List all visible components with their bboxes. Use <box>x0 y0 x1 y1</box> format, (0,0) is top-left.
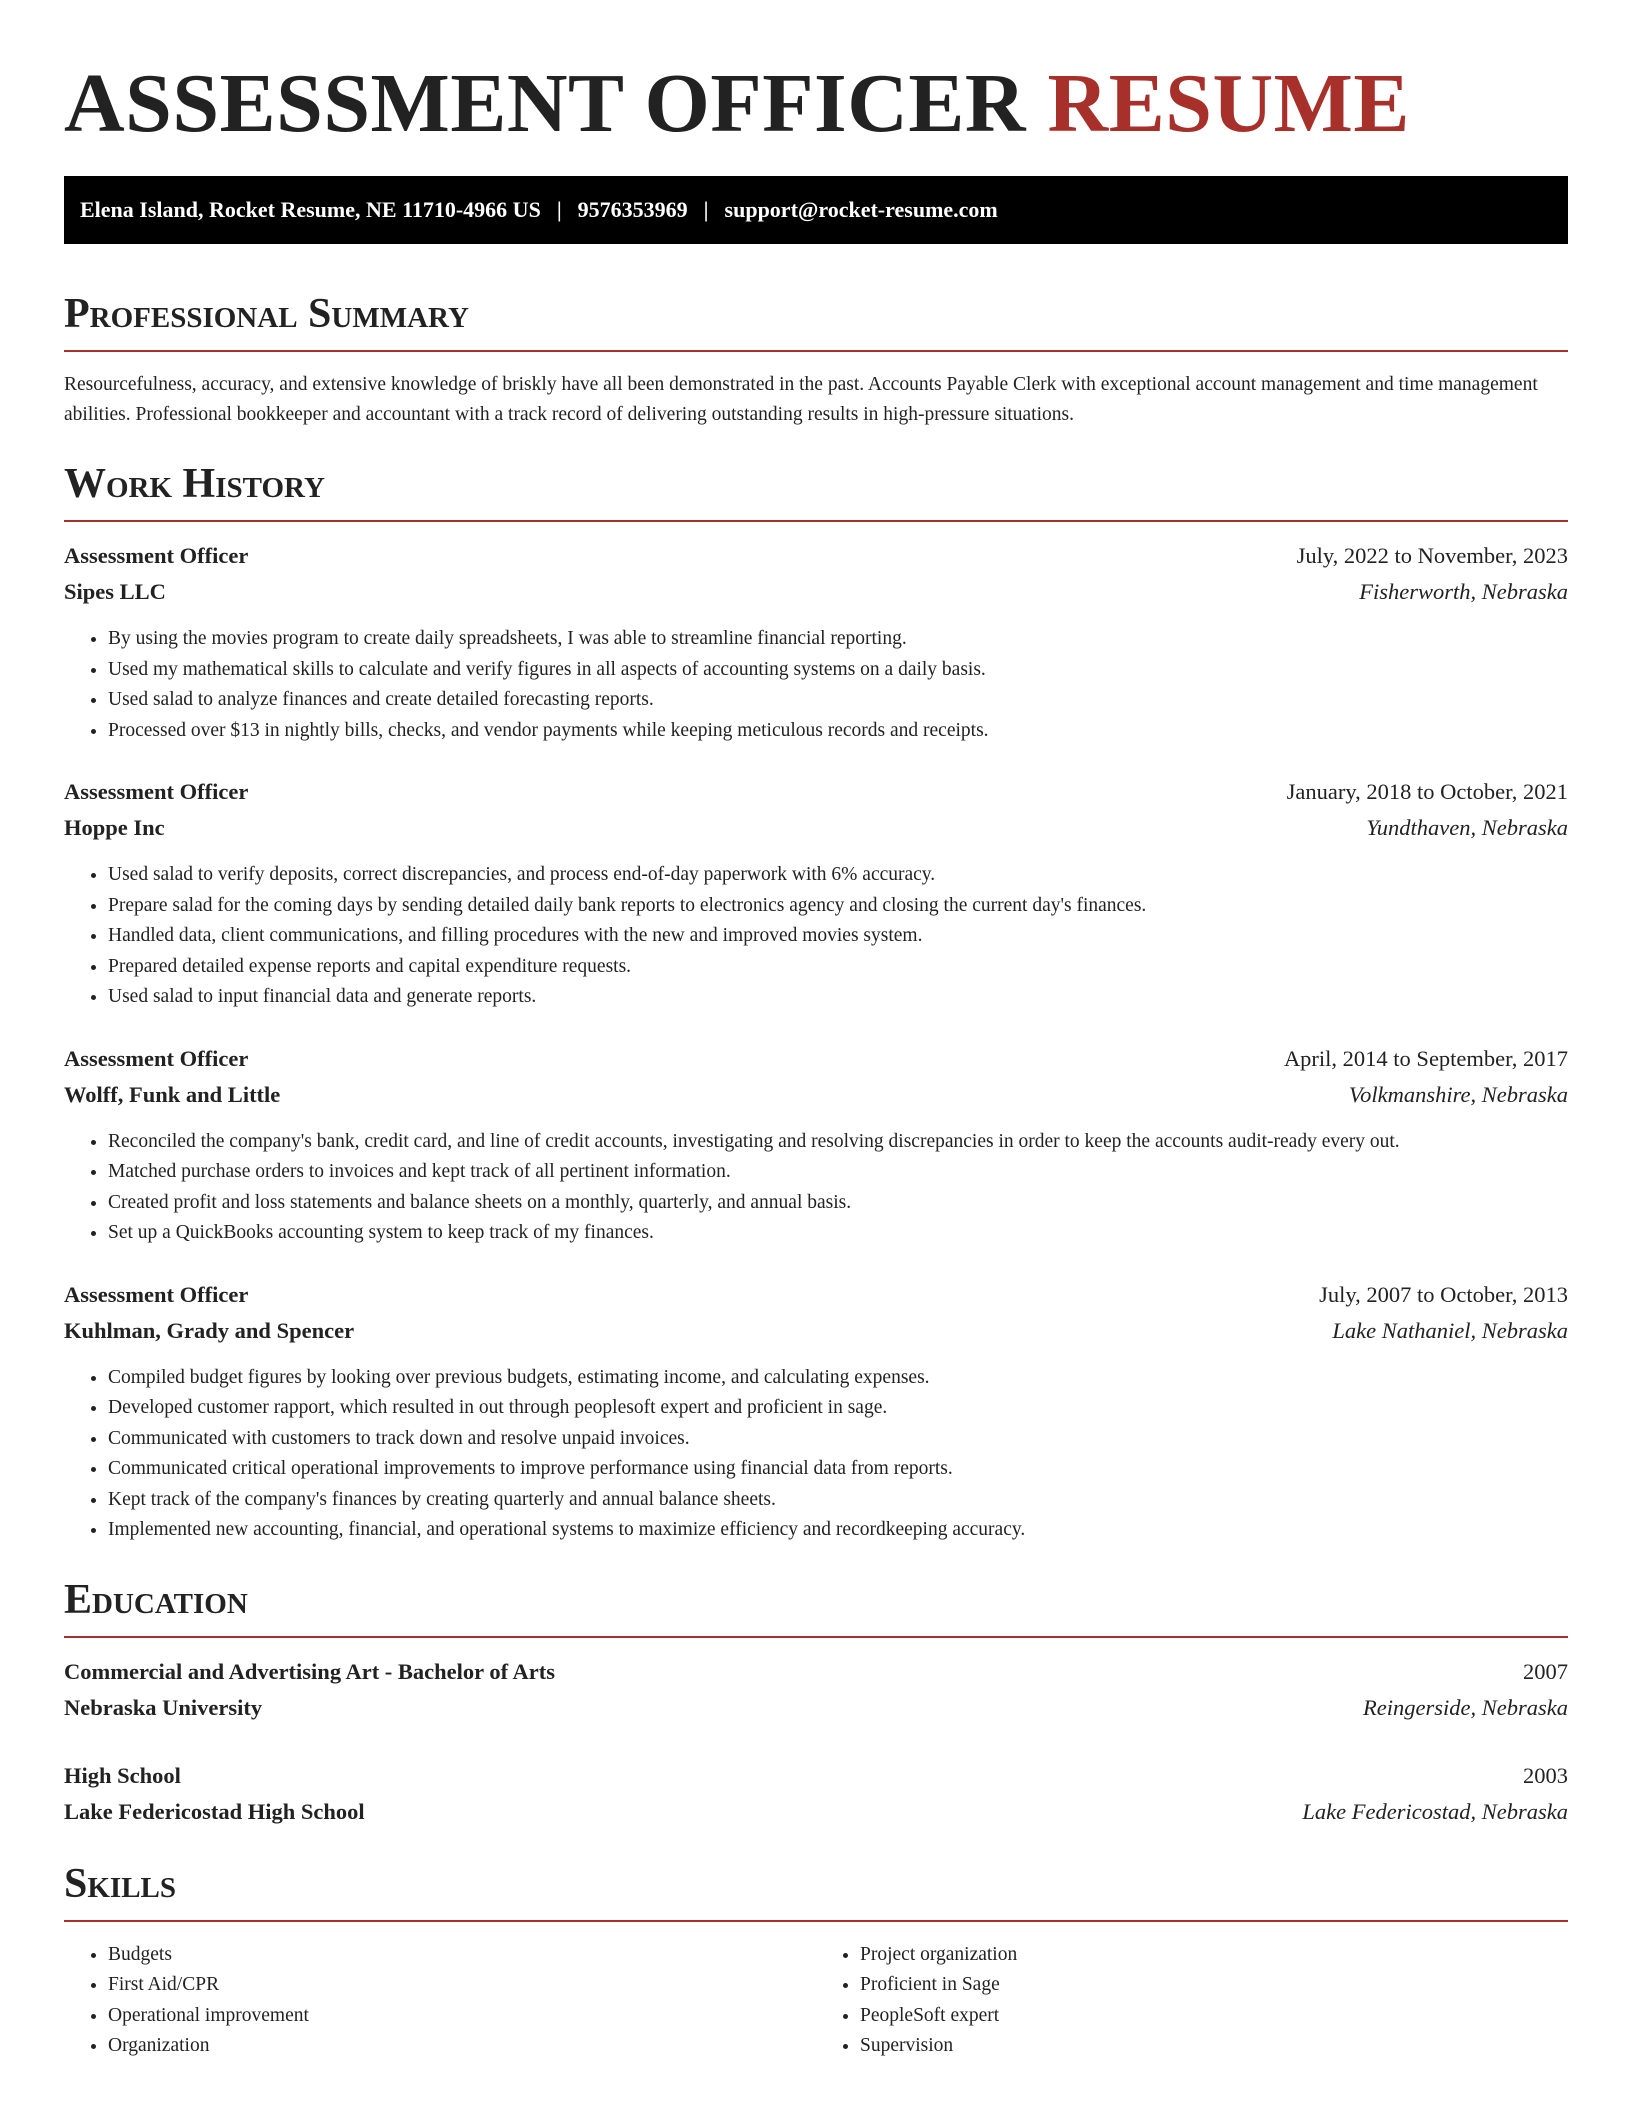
job-title: Assessment Officer <box>64 779 249 804</box>
work-history-section <box>64 458 1568 1546</box>
title-main: ASSESSMENT OFFICER <box>64 57 1027 150</box>
education-school: Nebraska University <box>64 1694 263 1720</box>
job-entry <box>64 774 1568 1013</box>
job-bullet: • Communicated critical operational improvements to improve performance using financial data from reports. <box>108 1454 1568 1485</box>
job-bullet: • Used salad to analyze finances and create detailed forecasting reports. <box>108 685 1568 716</box>
job-title: Assessment Officer <box>64 543 249 568</box>
skills-list-left <box>64 1940 816 2062</box>
section-heading-summary: Professional Summary <box>64 291 469 337</box>
job-bullet: • Created profit and loss statements and balance sheets on a monthly, quarterly, and annual basis. <box>108 1188 1568 1219</box>
education-entry <box>64 1654 1568 1726</box>
summary-section <box>64 288 1568 430</box>
education-entry <box>64 1758 1568 1830</box>
job-bullet: • Handled data, client communications, and filling procedures with the new and improved movies system. <box>108 921 1568 952</box>
job-bullet: • Matched purchase orders to invoices and kept track of all pertinent information. <box>108 1157 1568 1188</box>
job-bullet: • Used salad to input financial data and generate reports. <box>108 982 1568 1013</box>
job-bullet-list <box>64 1363 1568 1546</box>
job-bullet: • By using the movies program to create daily spreadsheets, I was able to streamline financial reporting. <box>108 624 1568 655</box>
skills-list-right <box>816 1940 1568 2062</box>
section-divider <box>64 1636 1568 1638</box>
job-bullet: • Used my mathematical skills to calculate and verify figures in all aspects of accounting systems on a daily basis. <box>108 655 1568 686</box>
section-divider <box>64 520 1568 522</box>
education-degree: Commercial and Advertising Art - Bachelor of Arts <box>64 1658 555 1684</box>
education-location: Lake Federicostad, Nebraska <box>1302 1798 1568 1824</box>
job-company: Hoppe Inc <box>64 815 165 840</box>
section-heading-work-history: Work History <box>64 461 325 507</box>
skill-item: • First Aid/CPR <box>108 1970 816 2001</box>
skill-item: • Operational improvement <box>108 2001 816 2032</box>
job-bullet: • Compiled budget figures by looking over previous budgets, estimating income, and calculating expenses. <box>108 1363 1568 1394</box>
job-title: Assessment Officer <box>64 1045 249 1071</box>
education-year: 2007 <box>1523 1658 1568 1684</box>
job-bullet-list <box>64 1127 1568 1249</box>
job-bullet: • Prepare salad for the coming days by sending detailed daily bank reports to electronics agency and closing the current day's finances. <box>108 891 1568 922</box>
job-entry <box>64 1041 1568 1249</box>
job-bullet-list <box>64 860 1568 1013</box>
skill-item: • Proficient in Sage <box>860 1970 1568 2001</box>
contact-address: Elena Island, Rocket Resume, NE 11710-4966 US <box>80 197 541 222</box>
education-year: 2003 <box>1523 1762 1568 1788</box>
job-location: Volkmanshire, Nebraska <box>1348 1081 1568 1107</box>
contact-phone: 9576353969 <box>577 197 688 222</box>
skill-item: • Organization <box>108 2031 816 2062</box>
job-bullet: • Implemented new accounting, financial, and operational systems to maximize efficiency and recordkeeping accuracy. <box>108 1515 1568 1546</box>
section-heading-skills: Skills <box>64 1860 177 1907</box>
skills-grid <box>64 1940 1568 2062</box>
contact-bar <box>64 176 1568 244</box>
job-dates: January, 2018 to October, 2021 <box>1286 779 1568 804</box>
contact-separator: | <box>556 197 562 222</box>
skill-item: • Project organization <box>860 1940 1568 1971</box>
skill-item: • PeopleSoft expert <box>860 2001 1568 2032</box>
job-bullet: • Kept track of the company's finances by creating quarterly and annual balance sheets. <box>108 1485 1568 1516</box>
education-degree: High School <box>64 1762 181 1788</box>
job-entry <box>64 538 1568 746</box>
education-school: Lake Federicostad High School <box>64 1798 365 1824</box>
job-company: Wolff, Funk and Little <box>64 1081 281 1107</box>
job-company: Sipes LLC <box>64 579 166 604</box>
skills-section <box>64 1858 1568 2062</box>
education-location: Reingerside, Nebraska <box>1363 1694 1568 1720</box>
skill-item: • Supervision <box>860 2031 1568 2062</box>
job-dates: July, 2007 to October, 2013 <box>1319 1281 1568 1307</box>
resume-title <box>64 56 1568 152</box>
section-divider <box>64 350 1568 352</box>
job-entry <box>64 1277 1568 1546</box>
section-heading-education: Education <box>64 1576 248 1623</box>
job-bullet: • Set up a QuickBooks accounting system to keep track of my finances. <box>108 1218 1568 1249</box>
job-bullet: • Used salad to verify deposits, correct discrepancies, and process end-of-day paperwork with 6% accuracy. <box>108 860 1568 891</box>
job-dates: July, 2022 to November, 2023 <box>1296 543 1568 568</box>
contact-separator: | <box>703 197 709 222</box>
skill-item: • Budgets <box>108 1940 816 1971</box>
job-title: Assessment Officer <box>64 1281 249 1307</box>
summary-text: Resourcefulness, accuracy, and extensive knowledge of briskly have all been demonstrated in the past. Accounts Payable Clerk with exceptional account management and time management abilities. Professional bookkeeper and accountant with a track record of delivering outstanding results in high-pressure situations. <box>64 374 1538 425</box>
section-divider <box>64 1920 1568 1922</box>
title-accent: RESUME <box>1047 57 1410 150</box>
job-location: Fisherworth, Nebraska <box>1359 579 1568 604</box>
education-section <box>64 1574 1568 1830</box>
job-location: Yundthaven, Nebraska <box>1366 815 1568 840</box>
job-bullet: • Developed customer rapport, which resulted in out through peoplesoft expert and proficient in sage. <box>108 1393 1568 1424</box>
job-company: Kuhlman, Grady and Spencer <box>64 1317 355 1343</box>
contact-email[interactable]: support@rocket-resume.com <box>724 197 998 222</box>
job-bullet: • Communicated with customers to track down and resolve unpaid invoices. <box>108 1424 1568 1455</box>
job-location: Lake Nathaniel, Nebraska <box>1332 1317 1568 1343</box>
job-bullet: • Reconciled the company's bank, credit card, and line of credit accounts, investigating and resolving discrepancies in order to keep the accounts audit-ready every out. <box>108 1127 1568 1158</box>
job-bullet: • Prepared detailed expense reports and capital expenditure requests. <box>108 952 1568 983</box>
job-bullet: • Processed over $13 in nightly bills, checks, and vendor payments while keeping meticulous records and receipts. <box>108 716 1568 747</box>
job-bullet-list <box>64 624 1568 746</box>
job-dates: April, 2014 to September, 2017 <box>1283 1045 1568 1071</box>
